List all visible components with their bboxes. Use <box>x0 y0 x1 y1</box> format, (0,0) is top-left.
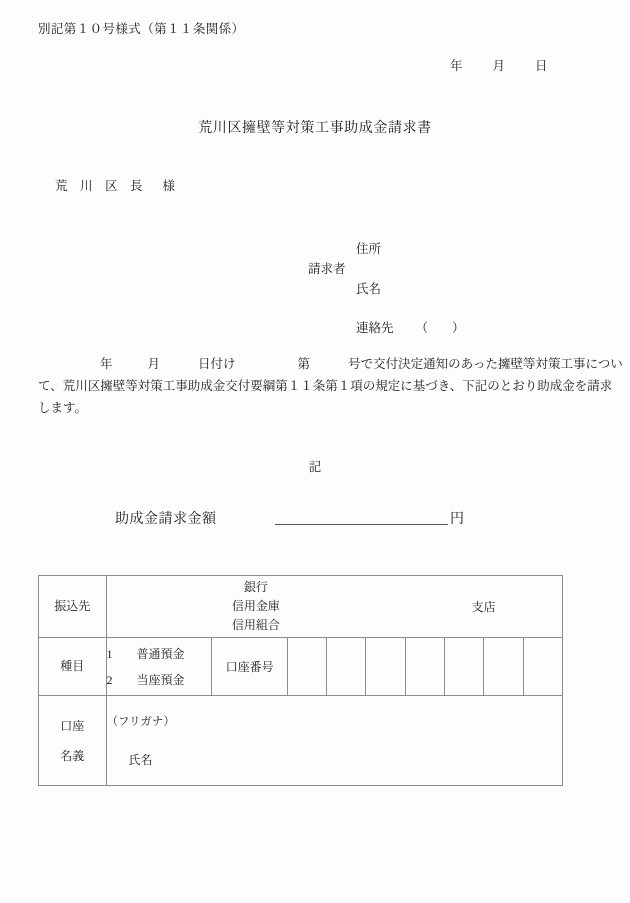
table-row-account-holder <box>39 696 563 786</box>
option-text-current: 当座預金 <box>136 672 185 687</box>
branch-label-cell[interactable]: 支店 <box>405 576 562 638</box>
transfer-label-cell: 振込先 <box>39 576 107 638</box>
bank-option-bank[interactable]: 銀行 <box>243 580 268 594</box>
date-month-label: 月 <box>492 59 506 73</box>
body-line-1 <box>38 353 623 375</box>
furigana-label: （フリガナ） <box>106 715 175 728</box>
date-line <box>450 56 548 74</box>
contact-paren-open: （ <box>415 321 429 335</box>
body-line-3: します。 <box>38 401 88 415</box>
table-row-account-type <box>39 638 563 696</box>
addressee-name: 荒 川 区 長 <box>55 179 143 193</box>
claimant-label: 請求者 <box>308 262 346 276</box>
body-line-1-tail: 号で交付決定通知のあった擁壁等対策工事につい <box>348 357 623 371</box>
option-number-1: 1 <box>106 646 113 661</box>
claimant-name-label: 氏名 <box>356 282 382 296</box>
ki-marker: 記 <box>308 460 322 474</box>
account-holder-label-cell <box>39 696 107 786</box>
account-digit-box-7[interactable] <box>523 638 562 696</box>
account-number-label-cell: 口座番号 <box>212 638 288 696</box>
amount-unit-label: 円 <box>450 512 464 527</box>
form-number: 別記第１０号様式（第１１条関係） <box>38 22 245 36</box>
amount-input-rule[interactable] <box>275 524 448 525</box>
claimant-address-label: 住所 <box>356 242 382 256</box>
account-digit-box-6[interactable] <box>484 638 523 696</box>
bank-option-credit-union[interactable]: 信用組合 <box>231 618 280 632</box>
date-year-label: 年 <box>450 59 463 73</box>
amount-label: 助成金請求金額 <box>115 512 217 527</box>
body-month-label: 月 <box>147 357 161 371</box>
account-digit-box-1[interactable] <box>287 638 326 696</box>
addressee-line <box>55 176 175 194</box>
account-holder-input-cell[interactable] <box>106 696 563 786</box>
contact-paren-close: ） <box>452 321 465 335</box>
bank-type-cell[interactable] <box>106 576 405 638</box>
account-digit-box-5[interactable] <box>445 638 484 696</box>
table-row-transfer <box>39 576 563 638</box>
account-type-option-ordinary[interactable] <box>107 641 212 667</box>
bank-details-table <box>38 575 563 786</box>
account-digit-box-3[interactable] <box>366 638 405 696</box>
bank-option-shinkin[interactable]: 信用金庫 <box>231 599 280 613</box>
account-digit-box-2[interactable] <box>327 638 366 696</box>
option-text-ordinary: 普通預金 <box>136 646 185 661</box>
holder-label-line-1: 口座 <box>60 718 85 733</box>
body-day-label: 日付け <box>198 357 236 371</box>
holder-label-line-2: 名義 <box>60 748 85 763</box>
body-year-label: 年 <box>100 357 113 371</box>
body-paragraph <box>38 353 623 419</box>
account-type-options-cell[interactable] <box>106 638 212 696</box>
claimant-contact-label: 連絡先 <box>356 321 394 335</box>
date-day-label: 日 <box>535 59 548 73</box>
account-digit-box-4[interactable] <box>405 638 444 696</box>
body-line-2: て、荒川区擁壁等対策工事助成金交付要綱第１１条第１項の規定に基づき、下記のとおり助成金を請求 <box>38 379 613 393</box>
option-number-2: 2 <box>106 672 113 687</box>
document-title: 荒川区擁壁等対策工事助成金請求書 <box>198 121 432 136</box>
body-number-prefix: 第 <box>297 357 311 371</box>
holder-name-label: 氏名 <box>128 752 153 767</box>
account-type-option-current[interactable] <box>107 667 212 693</box>
account-type-label-cell: 種目 <box>39 638 107 696</box>
claimant-contact-line <box>356 318 465 336</box>
addressee-honorific: 様 <box>162 179 176 193</box>
